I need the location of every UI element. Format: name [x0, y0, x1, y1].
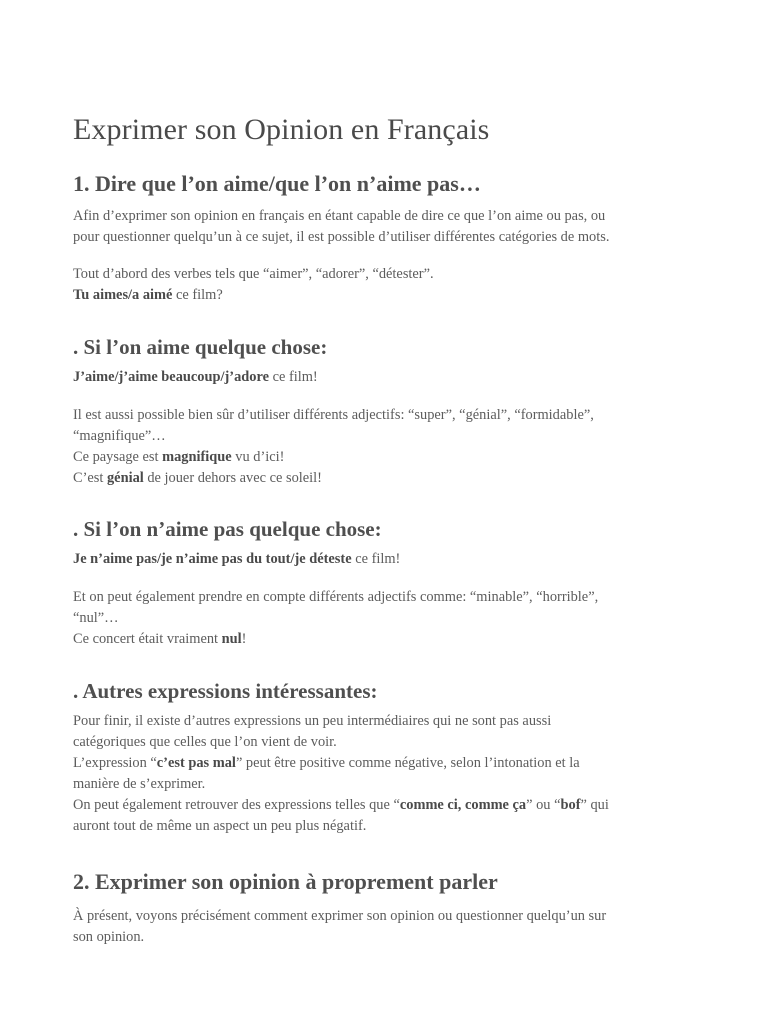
bold-phrase: J’aime/j’aime beaucoup/j’adore [73, 369, 269, 385]
document-title: Exprimer son Opinion en Français [73, 113, 490, 146]
text-line: auront tout de même un aspect un peu plus négatif. [73, 818, 367, 834]
like-example [73, 367, 703, 388]
text-fragment: vu d’ici! [231, 449, 285, 465]
text-fragment: ” ou “ [526, 797, 561, 813]
section-2-heading: 2. Exprimer son opinion à proprement parler [73, 869, 498, 894]
subheading-like: . Si l’on aime quelque chose: [73, 335, 328, 359]
example-line [73, 447, 703, 468]
text-line: Tout d’abord des verbes tels que “aimer”, “adorer”, “détester”. [73, 266, 434, 282]
text-fragment: ce film? [172, 287, 223, 303]
text-line: Afin d’exprimer son opinion en français en étant capable de dire ce que l’on aime ou pas, ou [73, 208, 606, 224]
example-line [73, 629, 703, 650]
like-adjectives-paragraph [73, 405, 703, 489]
text-line: Pour finir, il existe d’autres expressions un peu intermédiaires qui ne sont pas aussi [73, 713, 552, 729]
dislike-adjectives-paragraph [73, 587, 703, 650]
bold-word: génial [106, 470, 144, 486]
section-1-intro [73, 206, 703, 248]
text-fragment: ! [241, 631, 247, 647]
example-line [73, 468, 703, 489]
example-line [73, 285, 703, 306]
bold-word: magnifique [162, 449, 232, 465]
other-expressions-paragraph [73, 711, 703, 837]
subheading-other-expressions: . Autres expressions intéressantes: [73, 679, 378, 703]
dislike-example [73, 549, 703, 570]
verbs-paragraph [73, 264, 703, 306]
section-1-heading: 1. Dire que l’on aime/que l’on n’aime pas… [73, 171, 481, 196]
text-fragment: de jouer dehors avec ce soleil! [143, 470, 322, 486]
text-line: catégoriques que celles que l’on vient de voir. [73, 734, 337, 750]
example-line [73, 549, 703, 570]
bold-phrase: Tu aimes/a aimé [73, 287, 173, 303]
bold-word: bof [560, 797, 581, 813]
bold-phrase: Je n’aime pas/je n’aime pas du tout/je déteste [73, 551, 352, 567]
text-line: Il est aussi possible bien sûr d’utiliser différents adjectifs: “super”, “génial”, “formidable”, [73, 407, 594, 423]
example-line [73, 367, 703, 388]
text-fragment: L’expression “ [73, 755, 157, 771]
bold-phrase: c’est pas mal [156, 755, 236, 771]
bold-phrase: comme ci, comme ça [399, 797, 527, 813]
text-fragment: ” qui [580, 797, 609, 813]
example-line [73, 753, 703, 774]
text-line: “nul”… [73, 610, 119, 626]
text-fragment: Ce paysage est [73, 449, 163, 465]
text-line: son opinion. [73, 929, 145, 945]
text-line: Et on peut également prendre en compte différents adjectifs comme: “minable”, “horrible”, [73, 589, 599, 605]
text-line: À présent, voyons précisément comment exprimer son opinion ou questionner quelqu’un sur [73, 908, 607, 924]
text-line: manière de s’exprimer. [73, 776, 206, 792]
text-line: “magnifique”… [73, 428, 166, 444]
text-fragment: ” peut être positive comme négative, selon l’intonation et la [235, 755, 580, 771]
text-fragment: On peut également retrouver des expressions telles que “ [73, 797, 400, 813]
text-fragment: ce film! [268, 369, 318, 385]
text-fragment: C’est [73, 470, 107, 486]
text-line: pour questionner quelqu’un à ce sujet, il est possible d’utiliser différentes catégories de mots. [73, 229, 610, 245]
bold-word: nul [221, 631, 242, 647]
text-fragment: ce film! [351, 551, 401, 567]
text-fragment: Ce concert était vraiment [73, 631, 222, 647]
example-line [73, 795, 703, 816]
section-2-intro [73, 906, 703, 948]
subheading-dislike: . Si l’on n’aime pas quelque chose: [73, 517, 382, 541]
